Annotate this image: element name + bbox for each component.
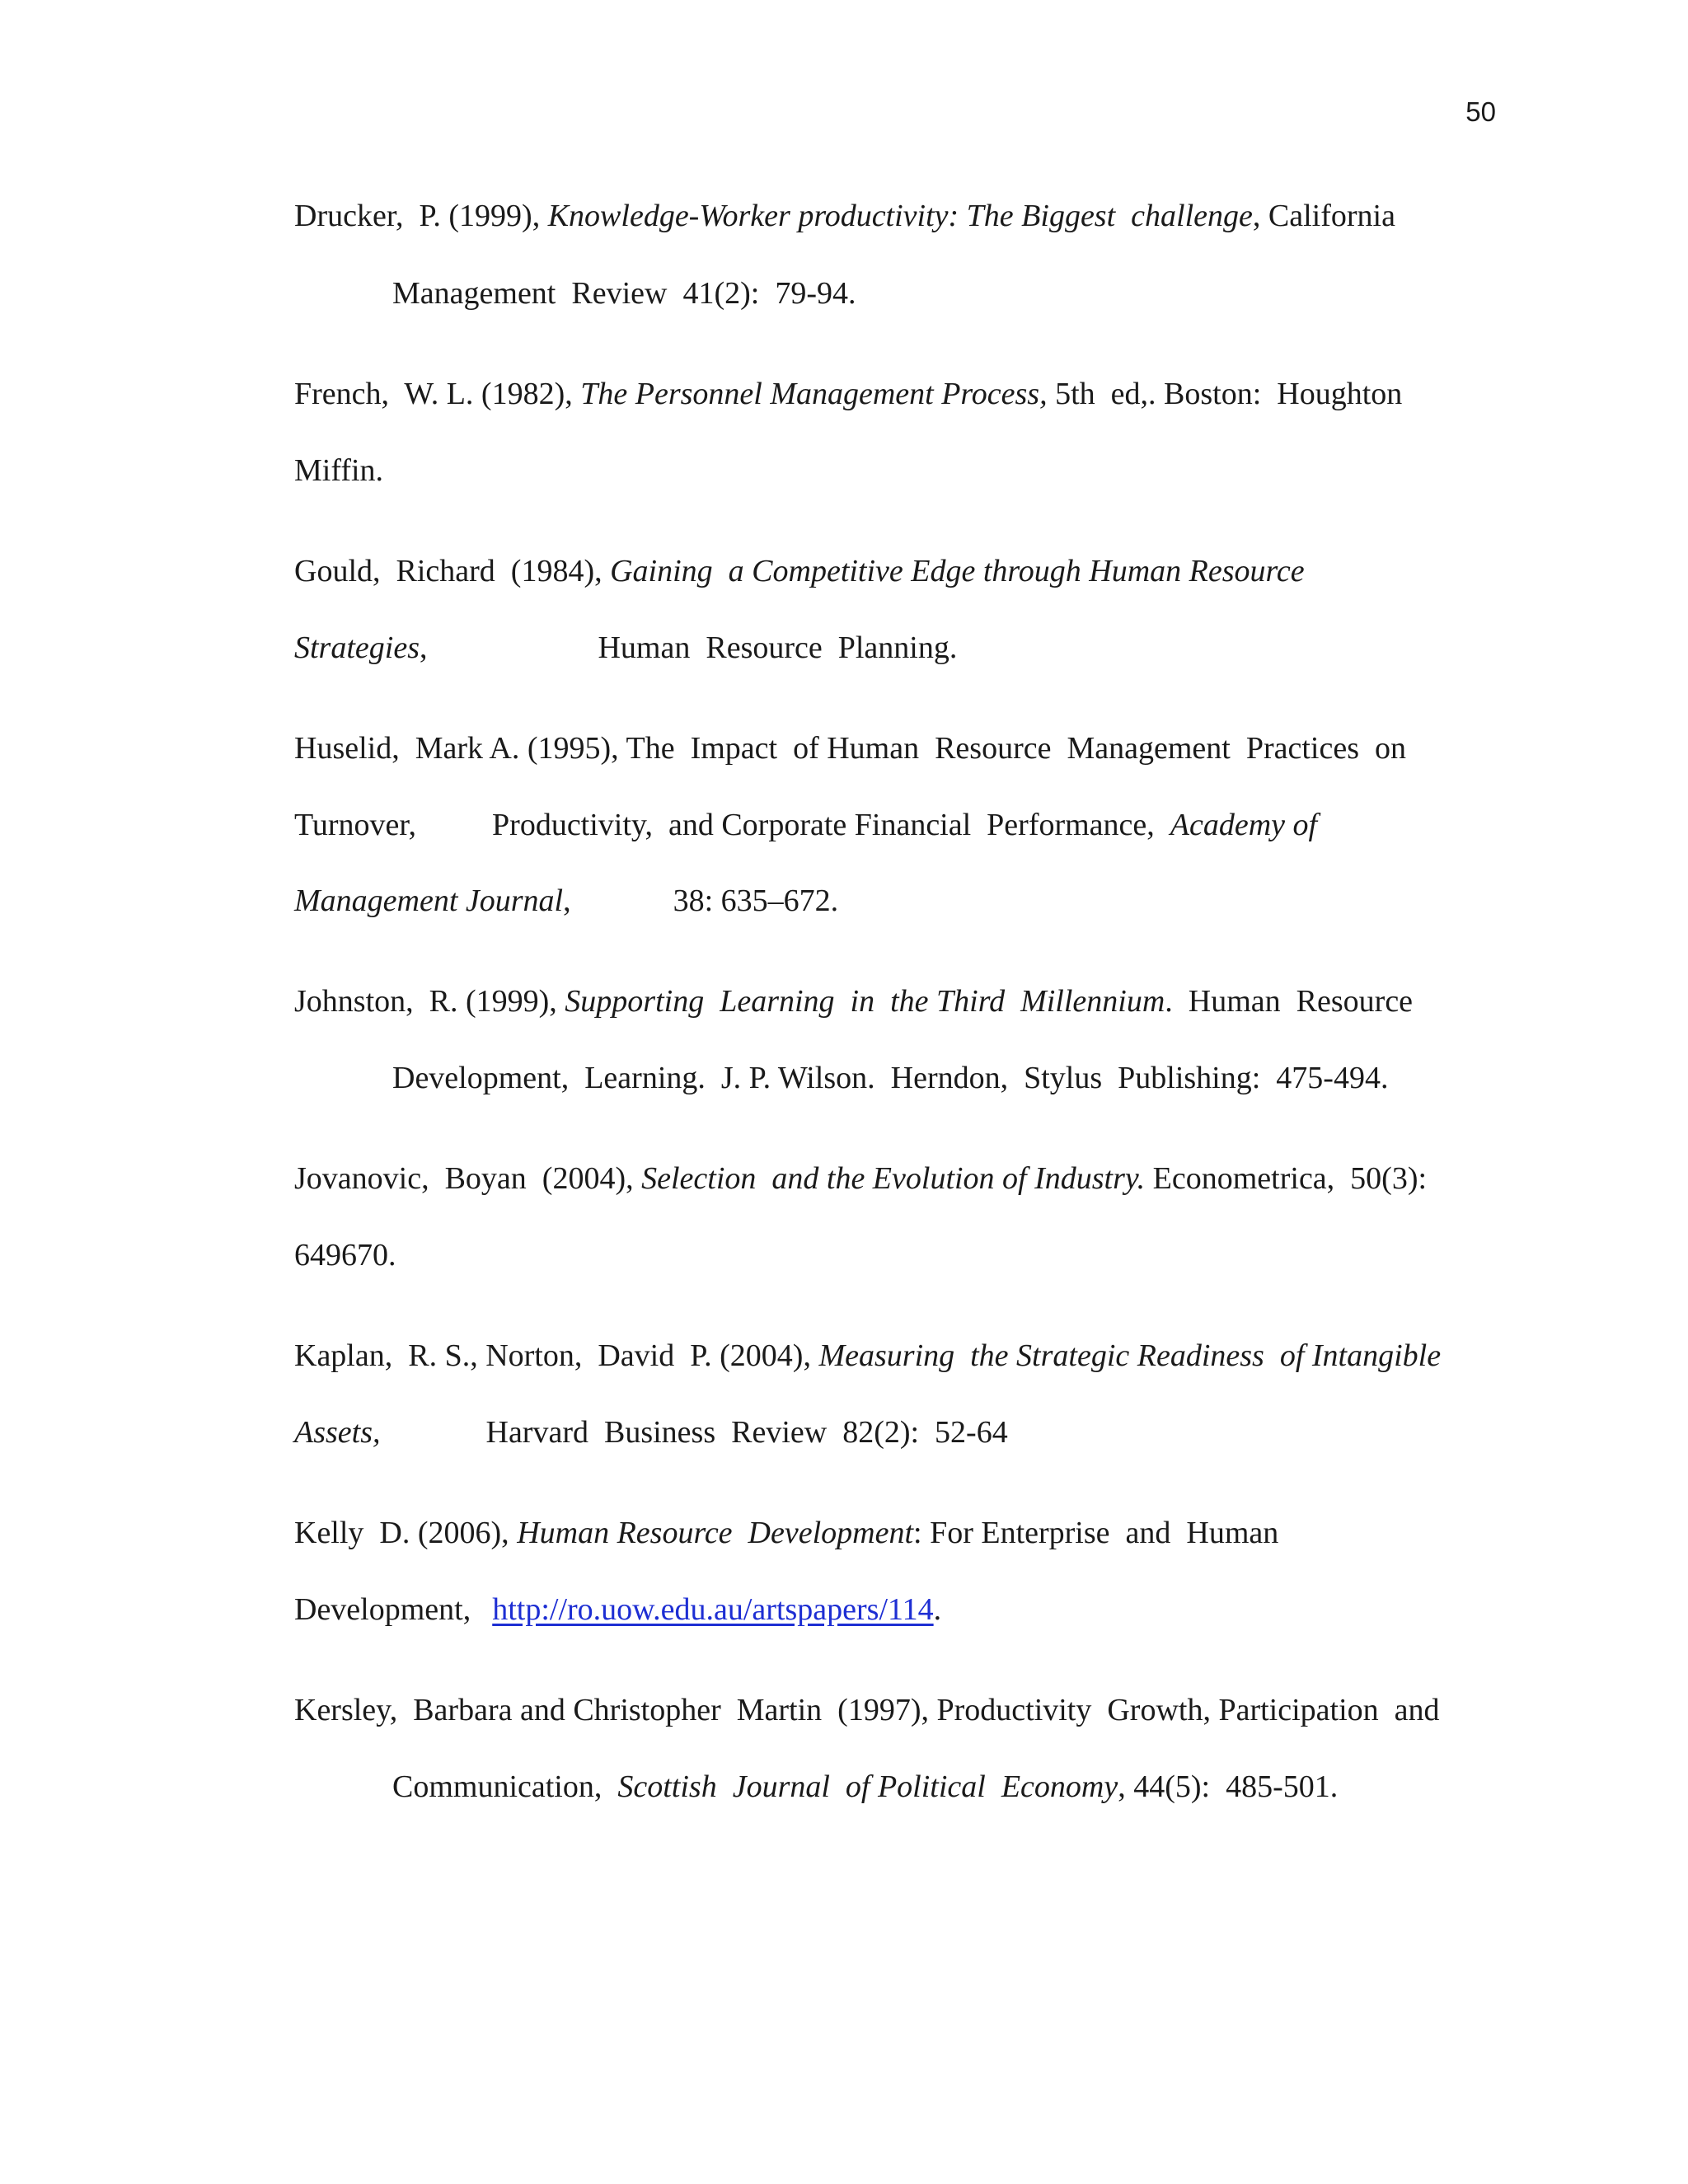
reference-kersley-line-2: Communication, Scottish Journal of Political Economy, 44(5): 485-501. (392, 1769, 1339, 1804)
reference-huselid-line-3: Management Journal, 38: 635–672. (294, 883, 839, 918)
reference-johnston-line-2: Development, Learning. J. P. Wilson. Herndon, Stylus Publishing: 475-494. (392, 1061, 1389, 1095)
reference-title: Strategies (294, 630, 420, 665)
reference-jovanovic-line-1: Jovanovic, Boyan (2004), Selection and the Evolution of Industry. Econometrica, 50(3): (294, 1161, 1428, 1196)
reference-drucker-line-2: Management Review 41(2): 79-94. (392, 276, 856, 311)
reference-gould-line-2: Strategies, Human Resource Planning. (294, 630, 958, 665)
reference-title: Academy of (1170, 808, 1318, 842)
reference-gould-line-1: Gould, Richard (1984), Gaining a Competitive Edge through Human Resource (294, 554, 1305, 588)
reference-drucker-line-1: Drucker, P. (1999), Knowledge-Worker productivity: The Biggest challenge, California (294, 199, 1395, 233)
page-number: 50 (1465, 96, 1496, 127)
reference-kaplan-line-2: Assets, Harvard Business Review 82(2): 52-64 (294, 1415, 1008, 1450)
reference-johnston-line-1: Johnston, R. (1999), Supporting Learning in the Third Millennium. Human Resource (294, 984, 1414, 1019)
reference-title: Management Journal (294, 883, 564, 918)
reference-title: Gaining a Competitive Edge through Human Resource (610, 554, 1305, 588)
reference-title: The Personnel Management Process, (580, 377, 1048, 411)
reference-title: Supporting Learning in the Third Millennium (565, 984, 1165, 1019)
reference-title: Measuring the Strategic Readiness of Intangible (818, 1338, 1442, 1373)
reference-title: Assets, (294, 1415, 381, 1450)
reference-kelly-line-2: Development, http://ro.uow.edu.au/artspapers/114. (294, 1592, 942, 1627)
reference-url-link[interactable]: http://ro.uow.edu.au/artspapers/114 (492, 1592, 934, 1627)
reference-french-line-1: French, W. L. (1982), The Personnel Management Process, 5th ed,. Boston: Houghton (294, 377, 1403, 411)
reference-jovanovic-line-2: 649670. (294, 1238, 396, 1272)
reference-title: Knowledge-Worker productivity: The Biggest challenge (547, 199, 1253, 233)
reference-kaplan-line-1: Kaplan, R. S., Norton, David P. (2004), Measuring the Strategic Readiness of Intangible (294, 1338, 1442, 1373)
reference-title: Selection and the Evolution of Industry. (641, 1161, 1146, 1196)
reference-title: Human Resource Development (517, 1516, 914, 1550)
reference-kelly-line-1: Kelly D. (2006), Human Resource Development: For Enterprise and Human (294, 1516, 1279, 1550)
reference-huselid-line-1: Huselid, Mark A. (1995), The Impact of Human Resource Management Practices on (294, 731, 1406, 766)
reference-french-line-2: Miffin. (294, 453, 384, 488)
reference-kersley-line-1: Kersley, Barbara and Christopher Martin (1997), Productivity Growth, Participation and (294, 1693, 1440, 1727)
reference-title: Scottish Journal of Political Economy (617, 1769, 1118, 1804)
reference-huselid-line-2: Turnover, Productivity, and Corporate Financial Performance, Academy of (294, 808, 1318, 842)
